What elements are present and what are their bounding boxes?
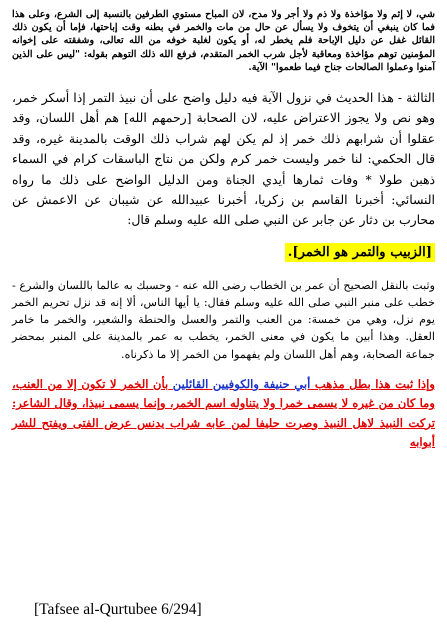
paragraph-first: شي، لا إثم ولا مؤاخذة ولا ذم ولا أجر ولا مدح، لان المباح مستوي الطرفين بالنسبة إلى الشرع، وعلى هذا فما كان ينبغي أن يتخوف ولا يسأل عن حال من مات والخمر في بطنه وقت إباحتها، فإما أن يكون ذلك القائل غفل عن دليل الإباحة فلم يخطر له، أو يكون لغلبة خوفه من الله تعالى، وشفقته على إخوانه المؤمنين توهم مؤاخذة ومعاقبة لأجل شرب الخمر المتقدم، فرفع الله ذلك التوهم بقوله: "ليس على الذين آمنوا وعملوا الصالحات جناح فيما طعموا" الآية. [12,9,435,73]
highlighted-quote-line [12,241,435,263]
red-text-part-1: وإذا ثبت هذا بطل مذهب [314,376,435,391]
blue-text: أبي حنيفة والكوفيين القائلين [172,376,311,391]
citation: [Tafsee al-Qurtubee 6/294] [34,601,202,618]
highlighted-quote: [الزبيب والتمر هو الخمر]. [285,243,435,262]
paragraph-umar-sermon: وثبت بالنقل الصحيح أن عمر بن الخطاب رضى الله عنه - وحسبك به عالما باللسان والشرع - خطب على منبر النبي صلى الله عليه وسلم فقال: يا أيها الناس، ألا إنه قد نزل تحريم الخمر يوم نزل، وهي من خمسة: من العنب والتمر والعسل والحنطة والشعير، والخمر ما خامر العقل. وهذا أبين ما يكون في معنى الخمر، يخطب به عمر بالمدينة على المنبر بمحضر جماعة الصحابة، وهم أهل اللسان ولم يفهموا من الخمر إلا ما ذكرناه. [12,278,435,361]
paragraph-red-conclusion [12,375,435,453]
paragraph-third-point: الثالثة - هذا الحديث في نزول الآية فيه دليل واضح على أن نبيذ التمر إذا أسكر خمر، وهو نص ولا يجوز الاعتراض عليه، لان الصحابة [رحمهم الله] هم أهل اللسان، وقد عقلوا أن شرابهم ذلك خمر إذ لم يكن لهم شراب ذلك الوقت بالمدينة غيره، وقد قال الحكمي: لنا خمر وليست خمر كرم ولكن من نتاج الباسقات كرام في السماء ذهبن طولا * وفات ثمارها أيدي الجناة ومن الدليل الواضح على ذلك ما رواه النسائي: أخبرنا القاسم بن زكريا، أخبرنا عبيدالله عن شيبان عن الاعمش عن محارب بن دثار عن جابر عن النبي صلى الله عليه وسلم قال: [12,90,435,228]
red-text-part-2: بأن الخمر لا تكون إلا من العنب، وما كان من غيره لا يسمى خمرا ولا يتناوله اسم الخمر، وإنما يسمى نبيذا، وقال الشاعر: تركت النبيذ لاهل النبيذ وصرت حليفا لمن عابه شراب يدنس عرض الفتى ويفتح للشر أبوابه [12,376,435,450]
